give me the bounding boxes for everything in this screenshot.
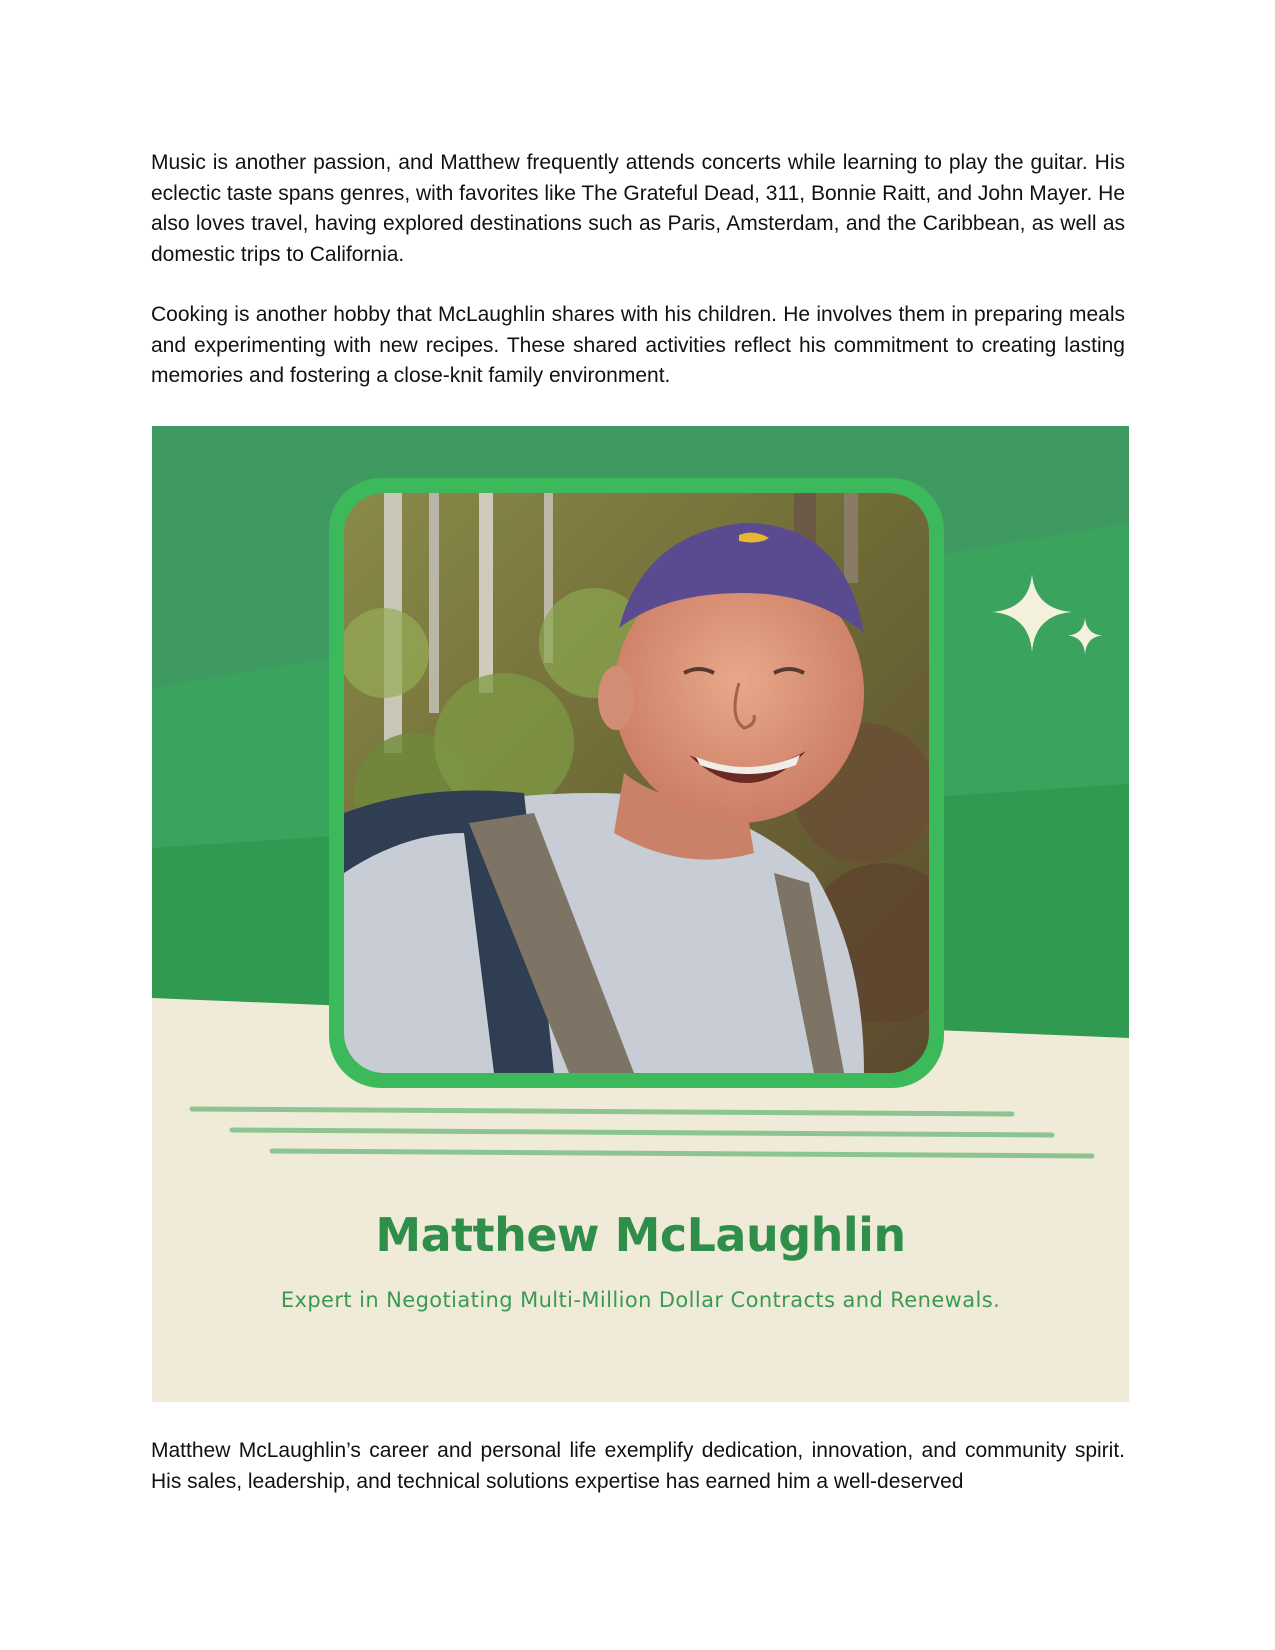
sparkle-icons xyxy=(992,574,1102,669)
portrait-photo xyxy=(344,493,929,1073)
profile-name: Matthew McLaughlin xyxy=(375,1208,906,1262)
paragraph-cooking: Cooking is another hobby that McLaughlin shares with his children. He involves them in preparing meals and experimenting with new recipes. These shared activities reflect his commitment to creating lasting memories and fostering a close-knit family environment. xyxy=(151,303,1125,387)
paragraph-music: Music is another passion, and Matthew frequently attends concerts while learning to play the guitar. His eclectic taste spans genres, with favorites like The Grateful Dead, 311, Bonnie Raitt, and John Mayer. He also loves travel, having explored destinations such as Paris, Amsterdam, and the Caribbean, as well as domestic trips to California. xyxy=(151,151,1125,266)
paragraph-conclusion: Matthew McLaughlin’s career and personal life exemplify dedication, innovation, and community spirit. His sales, leadership, and technical solutions expertise has earned him a well-deserved xyxy=(151,1439,1125,1493)
sparkle-icon xyxy=(992,574,1102,664)
photo-frame xyxy=(329,478,944,1088)
profile-tagline: Expert in Negotiating Multi-Million Dollar Contracts and Renewals. xyxy=(280,1288,1001,1312)
profile-card xyxy=(152,426,1129,1402)
